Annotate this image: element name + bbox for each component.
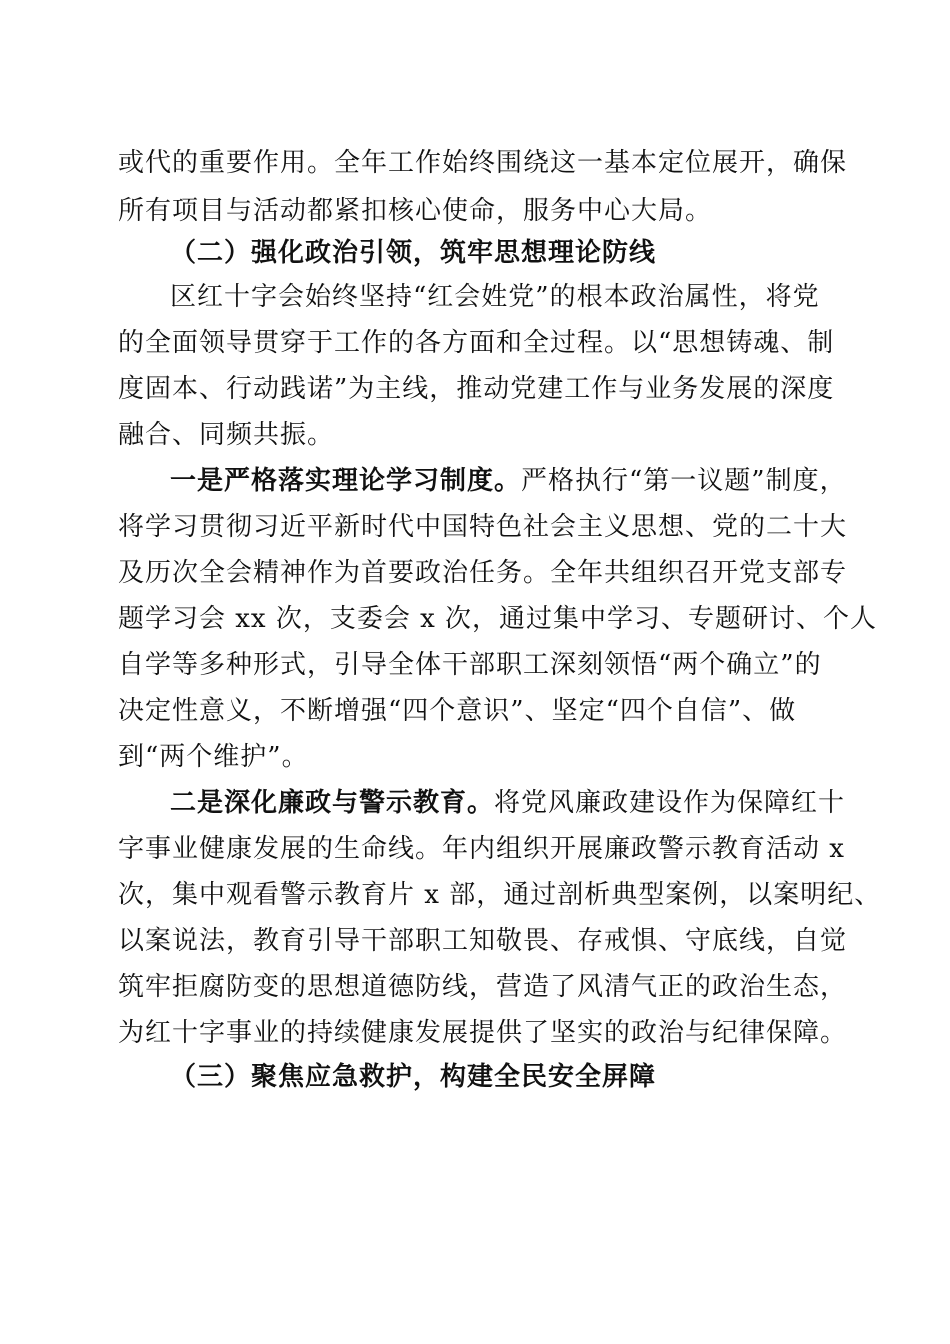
paragraph-line: 字事业健康发展的生命线。年内组织开展廉政警示教育活动 x xyxy=(118,834,845,864)
paragraph-line: 筑牢拒腐防变的思想道德防线，营造了风清气正的政治生态， xyxy=(118,972,848,1002)
paragraph-line: 题学习会 xx 次，支委会 x 次，通过集中学习、专题研讨、个人 xyxy=(118,604,878,634)
paragraph-line: 或代的重要作用。全年工作始终围绕这一基本定位展开，确保 xyxy=(118,148,848,178)
paragraph-line: 到“两个维护”。 xyxy=(118,742,309,772)
paragraph-line: 以案说法，教育引导干部职工知敬畏、存戒惧、守底线，自觉 xyxy=(118,926,848,956)
paragraph-line: 及历次全会精神作为首要政治任务。全年共组织召开党支部专 xyxy=(118,558,848,588)
point-two-text: 将党风廉政建设作为保障红十 xyxy=(494,788,846,818)
paragraph-line-first xyxy=(170,464,847,498)
paragraph-line: 将学习贯彻习近平新时代中国特色社会主义思想、党的二十大 xyxy=(118,512,848,542)
point-two-lead: 二是深化廉政与警示教育。 xyxy=(170,788,495,818)
paragraph-line: 自学等多种形式，引导全体干部职工深刻领悟“两个确立”的 xyxy=(118,650,822,680)
paragraph-line: 度固本、行动践诺”为主线，推动党建工作与业务发展的深度 xyxy=(118,374,835,404)
paragraph-line: 决定性意义，不断增强“四个意识”、坚定“四个自信”、做 xyxy=(118,696,797,726)
point-one-text: 严格执行“第一议题”制度， xyxy=(521,466,847,496)
point-one-lead: 一是严格落实理论学习制度。 xyxy=(170,466,522,496)
paragraph-line: 次，集中观看警示教育片 x 部，通过剖析典型案例，以案明纪、 xyxy=(118,880,882,910)
section-heading-3: （三）聚焦应急救护，构建全民安全屏障 xyxy=(170,1062,657,1092)
paragraph-line: 区红十字会始终坚持“红会姓党”的根本政治属性，将党 xyxy=(170,282,820,312)
paragraph-line: 融合、同频共振。 xyxy=(118,420,335,450)
paragraph-line-first xyxy=(170,786,845,820)
paragraph-line: 的全面领导贯穿于工作的各方面和全过程。以“思想铸魂、制 xyxy=(118,328,835,358)
paragraph-line: 为红十字事业的持续健康发展提供了坚实的政治与纪律保障。 xyxy=(118,1018,848,1048)
section-heading-2: （二）强化政治引领，筑牢思想理论防线 xyxy=(170,238,657,268)
paragraph-line: 所有项目与活动都紧扣核心使命，服务中心大局。 xyxy=(118,196,713,226)
